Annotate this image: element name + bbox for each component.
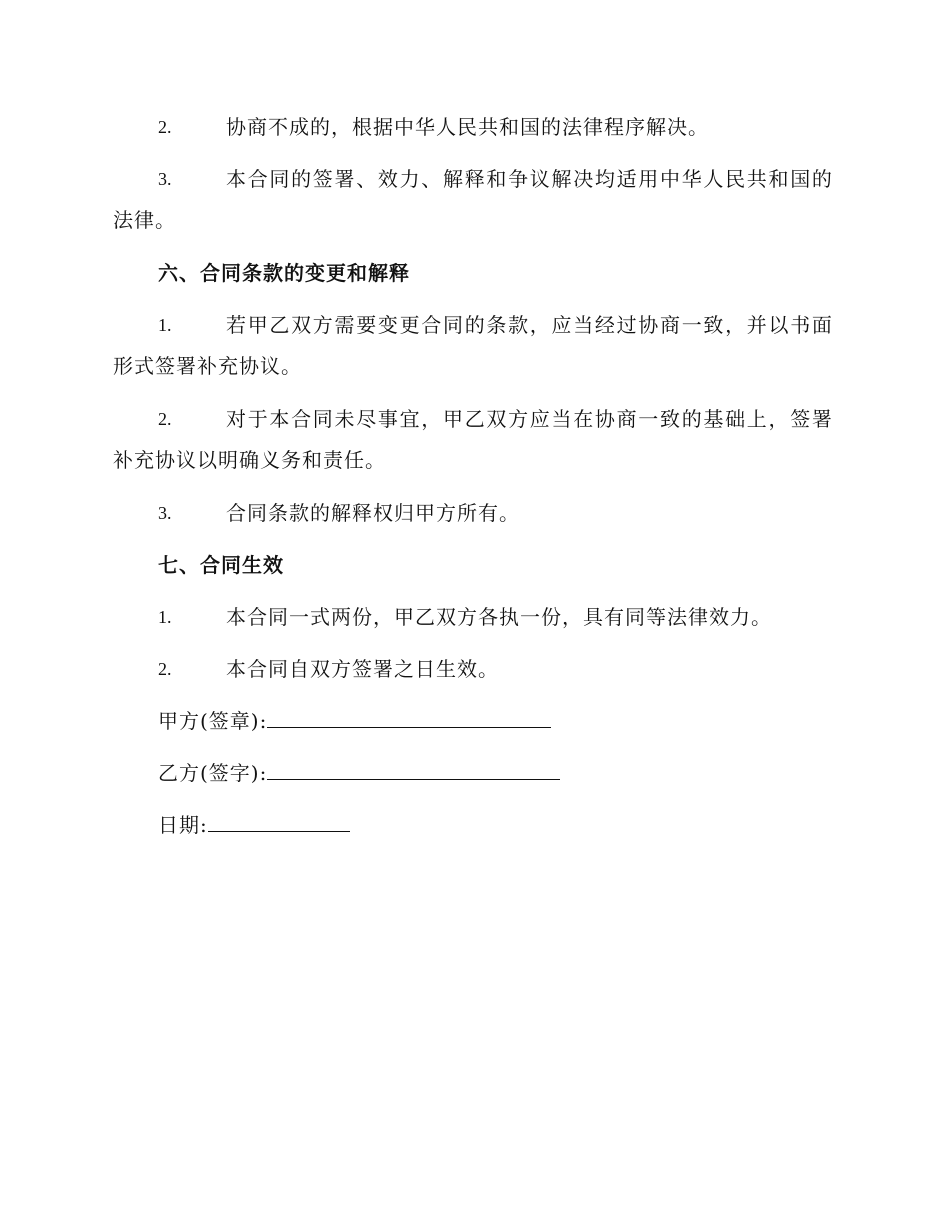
item-number: 1. — [158, 315, 172, 335]
clause-text: 本合同自双方签署之日生效。 — [226, 657, 499, 681]
date-label: 日期: — [158, 813, 208, 837]
clause-text-continuation: 形式签署补充协议。 — [113, 354, 302, 378]
clause-text: 协商不成的，根据中华人民共和国的法律程序解决。 — [226, 115, 709, 139]
date-line — [158, 811, 350, 839]
clause-text: 本合同一式两份，甲乙双方各执一份，具有同等法律效力。 — [226, 605, 772, 629]
clause-text-continuation: 法律。 — [113, 208, 176, 232]
clause-text: 对于本合同未尽事宜，甲乙双方应当在协商一致的基础上，签署 — [226, 407, 834, 431]
clause-text-continuation: 补充协议以明确义务和责任。 — [113, 448, 386, 472]
party-b-signature-line — [158, 759, 560, 787]
clause-text: 本合同的签署、效力、解释和争议解决均适用中华人民共和国的 — [226, 167, 834, 191]
item-number: 2. — [158, 659, 172, 679]
party-a-signature-blank — [267, 707, 551, 728]
date-blank — [208, 811, 350, 832]
section-heading: 七、合同生效 — [158, 553, 284, 577]
item-number: 2. — [158, 409, 172, 429]
section-heading: 六、合同条款的变更和解释 — [158, 261, 410, 285]
item-number: 1. — [158, 607, 172, 627]
item-number: 2. — [158, 117, 172, 137]
party-a-signature-line — [158, 707, 551, 735]
item-number: 3. — [158, 169, 172, 189]
party-b-signature-blank — [267, 759, 560, 780]
party-b-label: 乙方(签字): — [158, 761, 268, 785]
clause-text: 合同条款的解释权归甲方所有。 — [226, 501, 520, 525]
item-number: 3. — [158, 503, 172, 523]
clause-text: 若甲乙双方需要变更合同的条款，应当经过协商一致，并以书面 — [226, 313, 834, 337]
party-a-label: 甲方(签章): — [158, 709, 268, 733]
